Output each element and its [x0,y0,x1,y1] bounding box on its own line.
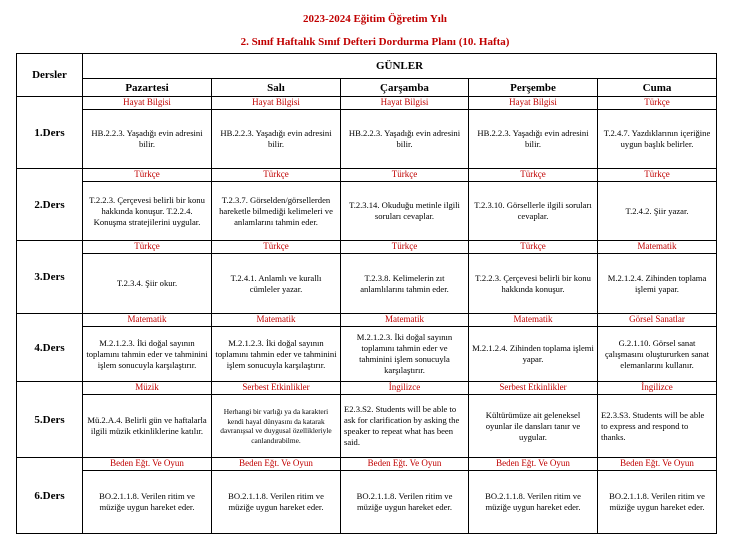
subject-label: Türkçe [212,169,340,182]
objective-text: E2.3.S3. Students will be able to express and respond to thanks. [601,409,705,442]
schedule-cell [83,241,212,314]
subject-label: Matematik [341,314,468,327]
schedule-cell [83,458,212,534]
objective-text: T.2.4.2. Şiir yazar. [625,205,689,216]
subject-label: Türkçe [598,97,716,110]
schedule-table [16,53,717,534]
objective-text: T.2.2.3. Çerçevesi belirli bir konu hakkında konuşur. T.2.2.4. Konuşma stratejilerini uygular. [89,194,205,227]
day-header-cuma: Cuma [598,79,717,97]
schedule-cell [341,97,469,169]
subject-label: Türkçe [469,241,597,254]
schedule-cell [341,241,469,314]
document-title: 2023-2024 Eğitim Öğretim Yılı [303,13,447,25]
schedule-cell [341,458,469,534]
subject-label: Türkçe [83,169,211,182]
subject-label: Matematik [598,241,716,254]
day-header-carsamba: Çarşamba [341,79,469,97]
subject-label: Müzik [83,382,211,395]
subject-label: Türkçe [212,241,340,254]
objective-text: Herhangi bir varlığı ya da karakteri kendi hayal dünyasını da katarak davranışsal ve duygusal özellikleriyle canlandırabilme. [220,407,332,445]
schedule-cell [469,382,598,458]
lesson-label: 2.Ders [17,169,83,241]
subject-label: Beden Eğt. Ve Oyun [598,458,716,471]
subject-label: Matematik [212,314,340,327]
lesson-row-4 [17,314,717,382]
objective-text: T.2.3.14. Okuduğu metinle ilgili soruları cevaplar. [349,200,460,221]
lesson-label: 5.Ders [17,382,83,458]
lesson-row-1 [17,97,717,169]
schedule-cell [469,241,598,314]
objective-text: HB.2.2.3. Yaşadığı evin adresini bilir. [348,128,461,149]
day-header-persembe: Perşembe [469,79,598,97]
objective-text: T.2.3.4. Şiir okur. [116,278,178,288]
day-header-sali: Salı [212,79,341,97]
schedule-cell [469,97,598,169]
subject-label: Beden Eğt. Ve Oyun [341,458,468,471]
objective-text: BO.2.1.1.8. Verilen ritim ve müziğe uygun hareket eder. [609,491,705,512]
subject-label: Türkçe [469,169,597,182]
lesson-row-5 [17,382,717,458]
subject-label: Görsel Sanatlar [598,314,716,327]
lesson-label: 6.Ders [17,458,83,534]
schedule-cell [212,458,341,534]
schedule-cell [341,314,469,382]
subject-label: Hayat Bilgisi [212,97,340,110]
schedule-cell [598,382,717,458]
objective-text: M.2.1.2.3. İki doğal sayının toplamını tahmin eder ve tahminini işlem sonucuyla karşılaştırır. [86,337,208,370]
lesson-label: 3.Ders [17,241,83,314]
schedule-cell [598,458,717,534]
objective-text: T.2.3.7. Görselden/görsellerden hareketle bilmediği kelimeleri ve anlamlarını tahmin eder. [219,194,333,227]
subject-label: Türkçe [83,241,211,254]
subject-label: Serbest Etkinlikler [469,382,597,395]
objective-text: T.2.3.10. Görsellerle ilgili soruları cevaplar. [474,200,592,221]
objective-text: M.2.1.2.3. İki doğal sayının toplamını tahmin eder ve tahminini işlem sonucuyla karşılaştırır. [215,337,337,370]
subject-label: Beden Eğt. Ve Oyun [212,458,340,471]
subject-label: Türkçe [598,169,716,182]
objective-text: M.2.1.2.3. İki doğal sayının toplamını tahmin eder ve tahminini işlem sonucuyla karşılaştırır. [356,332,453,375]
objective-text: BO.2.1.1.8. Verilen ritim ve müziğe uygun hareket eder. [485,491,581,512]
schedule-cell [341,382,469,458]
objective-text: BO.2.1.1.8. Verilen ritim ve müziğe uygun hareket eder. [356,491,453,512]
document-subtitle: 2. Sınıf Haftalık Sınıf Defteri Dordurma Planı (10. Hafta) [240,36,510,48]
subject-label: Matematik [83,314,211,327]
day-header-pazartesi: Pazartesi [83,79,212,97]
subject-label: Hayat Bilgisi [83,97,211,110]
subject-label: Beden Eğt. Ve Oyun [469,458,597,471]
objective-text: Mü.2.A.4. Belirli gün ve haftalarla ilgili müzik etkinliklerine katılır. [87,415,207,436]
schedule-cell [212,241,341,314]
schedule-cell [212,382,341,458]
subject-label: İngilizce [341,382,468,395]
lesson-label: 1.Ders [17,97,83,169]
objective-text: HB.2.2.3. Yaşadığı evin adresini bilir. [220,128,332,149]
objective-text: HB.2.2.3. Yaşadığı evin adresini bilir. [477,128,589,149]
lesson-row-6 [17,458,717,534]
objective-text: BO.2.1.1.8. Verilen ritim ve müziğe uygun hareket eder. [99,491,195,512]
subject-label: Hayat Bilgisi [341,97,468,110]
schedule-cell [341,169,469,241]
subject-label: İngilizce [598,382,716,395]
schedule-cell [469,314,598,382]
lesson-row-2 [17,169,717,241]
objective-text: BO.2.1.1.8. Verilen ritim ve müziğe uygun hareket eder. [228,491,324,512]
schedule-cell [83,169,212,241]
subject-label: Beden Eğt. Ve Oyun [83,458,211,471]
gunler-header: GÜNLER [83,54,717,79]
objective-text: T.2.3.8. Kelimelerin zıt anlamlılarını tahmin eder. [360,272,449,294]
objective-text: T.2.4.1. Anlamlı ve kurallı cümleler yazar. [230,272,322,294]
subject-label: Serbest Etkinlikler [212,382,340,395]
schedule-cell [598,169,717,241]
dersler-header: Dersler [17,54,83,97]
subject-label: Türkçe [341,241,468,254]
objective-text: M.2.1.2.4. Zihinden toplama işlemi yapar. [607,272,707,294]
objective-text: E2.3.S2. Students will be able to ask for clarification by asking the speaker to repeat what has been said. [344,404,460,447]
schedule-cell [598,314,717,382]
lesson-row-3 [17,241,717,314]
objective-text: M.2.1.2.4. Zihinden toplama işlemi yapar. [472,343,594,364]
schedule-cell [598,241,717,314]
schedule-cell [83,97,212,169]
schedule-cell [212,169,341,241]
schedule-cell [598,97,717,169]
subject-label: Matematik [469,314,597,327]
objective-text: T.2.4.7. Yazdıklarının içeriğine uygun başlık belirler. [603,128,711,149]
objective-text: G.2.1.10. Görsel sanat çalışmasını oluştururken sanat elemanlarını kullanır. [604,337,710,370]
objective-text: T.2.2.3. Çerçevesi belirli bir konu hakkında konuşur. [475,272,591,294]
schedule-cell [469,458,598,534]
objective-text: Kültürümüze ait geleneksel oyunlar ile dansları tanır ve uygular. [485,409,581,442]
schedule-cell [212,314,341,382]
lesson-label: 4.Ders [17,314,83,382]
subject-label: Türkçe [341,169,468,182]
schedule-cell [469,169,598,241]
subject-label: Hayat Bilgisi [469,97,597,110]
schedule-cell [83,382,212,458]
objective-text: HB.2.2.3. Yaşadığı evin adresini bilir. [91,128,203,149]
schedule-cell [212,97,341,169]
schedule-cell [83,314,212,382]
